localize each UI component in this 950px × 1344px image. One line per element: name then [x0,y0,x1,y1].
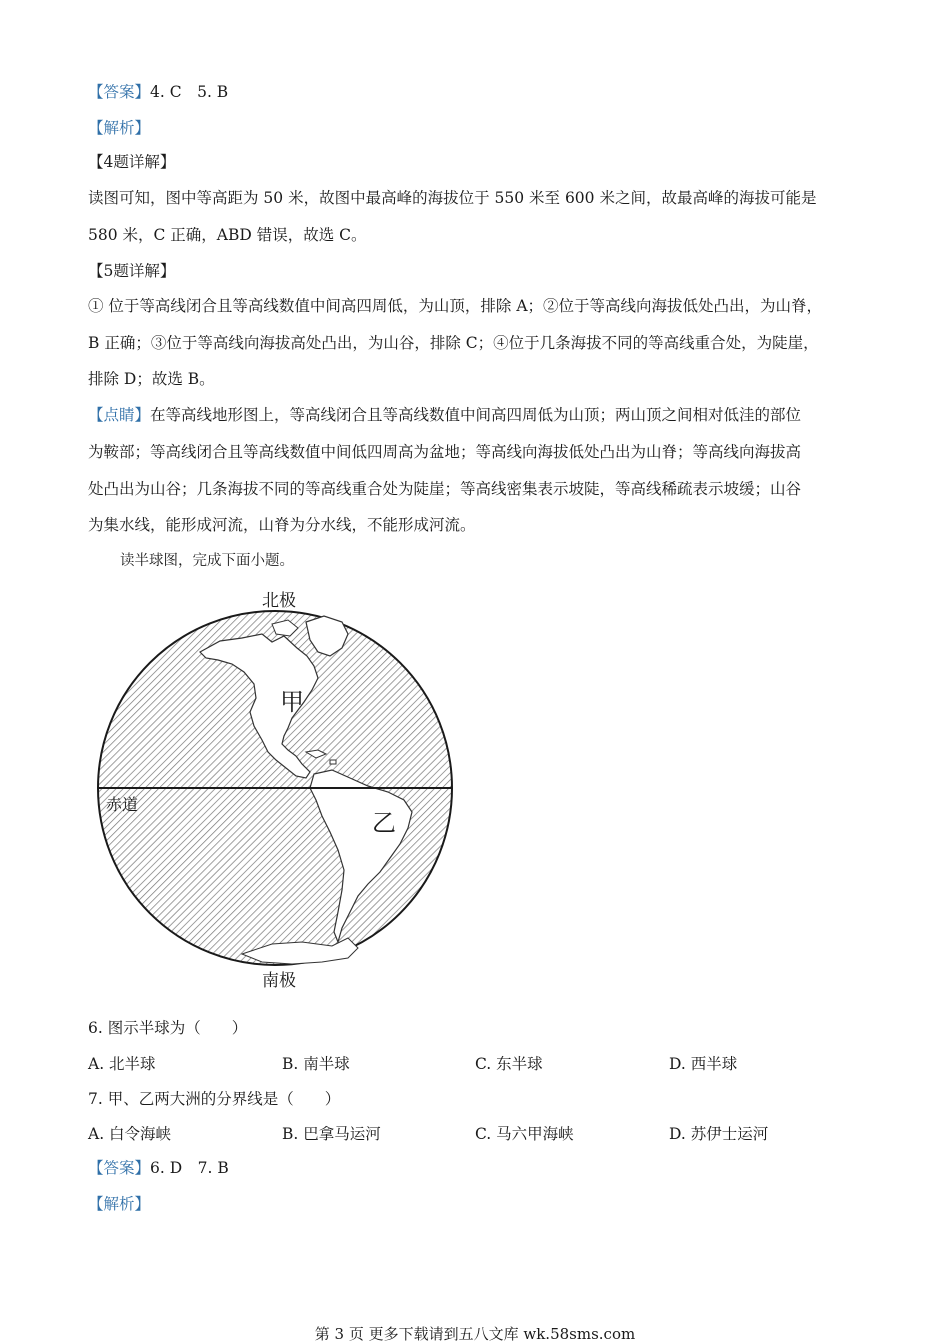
answer-tag: 【答案】 [88,83,151,101]
q7-option-a: A. 白令海峡 [88,1125,172,1143]
hemisphere-map [92,586,462,996]
q6-option-d: D. 西半球 [669,1055,738,1073]
q4-line-2: 580 米，C 正确，ABD 错误，故选 C。 [88,226,367,244]
tip-line-2: 为鞍部；等高线闭合且等高线数值中间低四周高为盆地；等高线向海拔低处凸出为山脊；等高线向海拔高 [88,443,802,461]
q6-option-c: C. 东半球 [475,1055,543,1073]
q4-heading: 【4题详解】 [88,153,176,171]
q4-line-1: 读图可知，图中等高距为 50 米，故图中最高峰的海拔位于 550 米至 600 米之间，故最高峰的海拔可能是 [88,189,817,207]
continent-b-label: 乙 [372,809,396,837]
q7-option-c: C. 马六甲海峡 [475,1125,574,1143]
q7-option-d: D. 苏伊士运河 [669,1125,769,1143]
tip-line-3: 处凸出为山谷；几条海拔不同的等高线重合处为陡崖；等高线密集表示坡陡，等高线稀疏表示坡缓；山谷 [88,480,802,498]
q5-line-1: ① 位于等高线闭合且等高线数值中间高四周低，为山顶，排除 A；②位于等高线向海拔低处凸出，为山脊， [88,297,823,315]
q5-heading: 【5题详解】 [88,262,176,280]
answer-tag-2: 【答案】 [88,1159,151,1177]
answer-line-2 [88,1158,229,1178]
tip-line-4: 为集水线，能形成河流，山脊为分水线，不能形成河流。 [88,516,476,534]
answer-text-2: 6. D 7. B [150,1159,229,1177]
intro-text: 读半球图，完成下面小题。 [120,553,294,569]
analysis-tag-1: 【解析】 [88,119,151,137]
analysis-tag-2: 【解析】 [88,1195,151,1213]
tip-line-1 [88,405,801,425]
q7-stem: 7. 甲、乙两大洲的分界线是（ ） [88,1090,341,1108]
q5-line-3: 排除 D；故选 B。 [88,370,215,388]
q6-option-b: B. 南半球 [282,1055,350,1073]
q7-option-b: B. 巴拿马运河 [282,1125,381,1143]
north-pole-label: 北极 [262,591,296,611]
page-footer: 第 3 页 更多下载请到五八文库 wk.58sms.com [314,1325,636,1343]
answer-line-1 [88,82,228,102]
q5-line-2: B 正确；③位于等高线向海拔高处凸出，为山谷，排除 C；④位于几条海拔不同的等高线重合处，为陡崖， [88,334,819,352]
tip-text-1: 在等高线地形图上，等高线闭合且等高线数值中间高四周低为山顶；两山顶之间相对低洼的部位 [150,406,802,424]
tip-tag: 【点睛】 [88,406,151,424]
answer-text: 4. C 5. B [150,83,229,101]
south-pole-label: 南极 [262,971,296,991]
q6-option-a: A. 北半球 [88,1055,156,1073]
q6-stem: 6. 图示半球为（ ） [88,1019,248,1037]
continent-a-label: 甲 [280,688,304,716]
equator-label: 赤道 [106,795,139,814]
